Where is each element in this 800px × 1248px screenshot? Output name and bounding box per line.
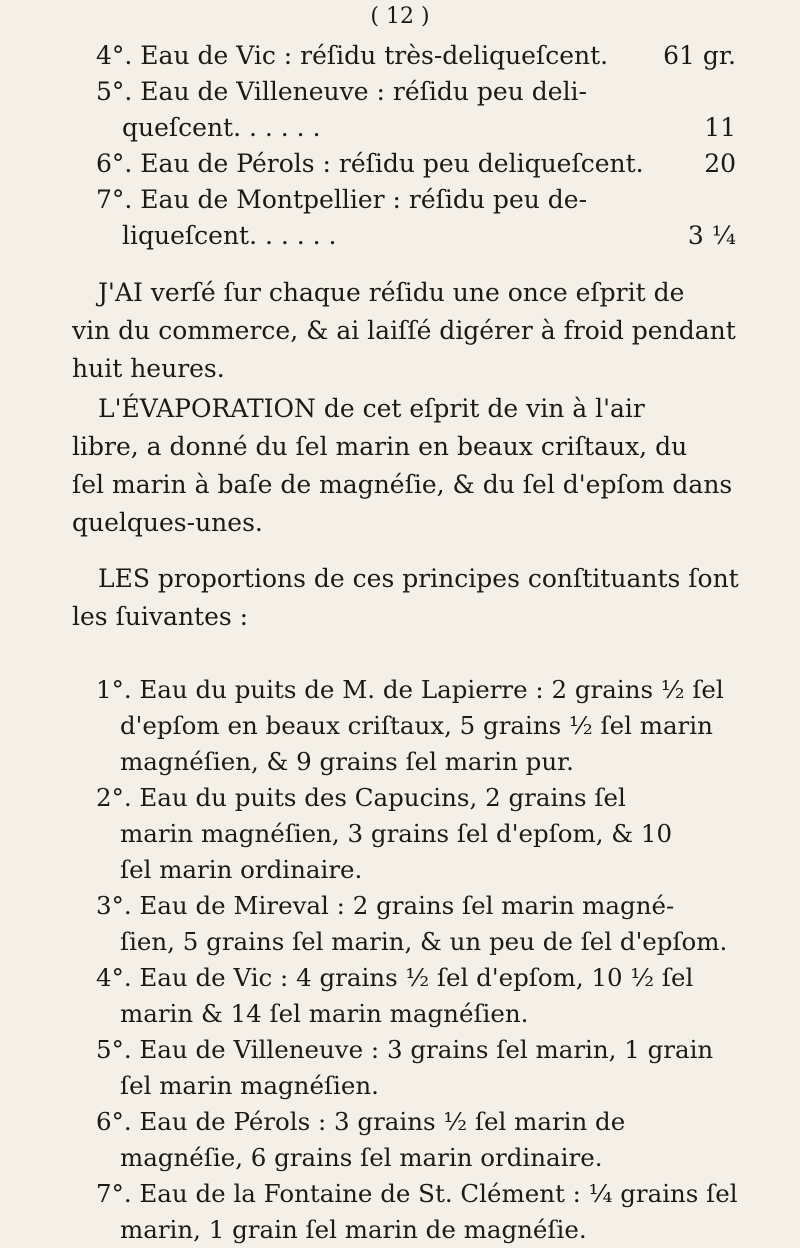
text-line: 5°. Eau de Villeneuve : 3 grains ſel marin, 1 grain — [96, 1035, 714, 1064]
text-line: ſel marin magnéſien. — [120, 1071, 379, 1100]
text-line: marin, 1 grain ſel marin de magnéſie. — [120, 1215, 587, 1244]
list-item — [96, 672, 732, 780]
list-item — [96, 780, 732, 888]
residue-entry — [96, 38, 736, 74]
list-item — [96, 1104, 732, 1176]
text-line: marin & 14 ſel marin magnéſien. — [120, 999, 529, 1028]
paragraph-proportions — [72, 560, 739, 636]
text-line: J'AI verſé ſur chaque réſidu une once eſprit de — [98, 278, 685, 307]
residue-value: 11 — [704, 113, 736, 142]
residue-value: 3 ¼ — [687, 221, 736, 250]
text-line: marin magnéſien, 3 grains ſel d'epſom, & 10 — [120, 819, 673, 848]
text-line: L'ÉVAPORATION de cet eſprit de vin à l'air — [98, 394, 645, 423]
proportions-list — [96, 672, 738, 1248]
text-line: ſien, 5 grains ſel marin, & un peu de ſel d'epſom. — [120, 927, 728, 956]
text-line: 6°. Eau de Pérols : 3 grains ½ ſel marin de — [96, 1107, 626, 1136]
text-line: ſel marin ordinaire. — [120, 855, 363, 884]
text-line: 3°. Eau de Mireval : 2 grains ſel marin magné- — [96, 891, 675, 920]
list-item — [96, 888, 732, 960]
text-line: d'epſom en beaux criſtaux, 5 grains ½ ſel marin — [120, 711, 713, 740]
text-line: ſel marin à baſe de magnéſie, & du ſel d'epſom dans — [72, 470, 733, 499]
text-line: 1°. Eau du puits de M. de Lapierre : 2 grains ½ ſel — [96, 675, 724, 704]
text-line: LES proportions de ces principes conſtituants ſont — [98, 564, 739, 593]
paragraph-evaporation — [72, 390, 733, 542]
residue-entry — [96, 182, 736, 254]
text-line: magnéſie, 6 grains ſel marin ordinaire. — [120, 1143, 603, 1172]
residue-line: 6°. Eau de Pérols : réſidu peu deliqueſcent. — [96, 149, 644, 178]
residue-value: 61 gr. — [663, 41, 736, 70]
text-line: les ſuivantes : — [72, 602, 249, 631]
list-item — [96, 960, 732, 1032]
text-line: 2°. Eau du puits des Capucins, 2 grains ſel — [96, 783, 626, 812]
paragraph-solvent — [72, 274, 736, 388]
residue-line-cont: queſcent. . . . . . — [122, 113, 321, 142]
list-item — [96, 1032, 732, 1104]
text-line: quelques-unes. — [72, 508, 263, 537]
residue-entry — [96, 146, 736, 182]
residue-line: 7°. Eau de Montpellier : réſidu peu de- — [96, 185, 588, 214]
text-line: 4°. Eau de Vic : 4 grains ½ ſel d'epſom, 10 ½ ſel — [96, 963, 694, 992]
text-line: libre, a donné du ſel marin en beaux criſtaux, du — [72, 432, 688, 461]
residue-line: 5°. Eau de Villeneuve : réſidu peu deli- — [96, 77, 588, 106]
residue-value: 20 — [704, 149, 736, 178]
text-line: vin du commerce, & ai laiſſé digérer à froid pendant — [72, 316, 736, 345]
page-number: ( 12 ) — [370, 4, 430, 29]
residue-line-cont: liqueſcent. . . . . . — [122, 221, 337, 250]
residue-line: 4°. Eau de Vic : réſidu très-deliqueſcent. — [96, 41, 609, 70]
text-line: 7°. Eau de la Fontaine de St. Clément : ¼ grains ſel — [96, 1179, 738, 1208]
residue-entry — [96, 74, 736, 146]
text-line: magnéſien, & 9 grains ſel marin pur. — [120, 747, 574, 776]
text-line: huit heures. — [72, 354, 225, 383]
list-item — [96, 1176, 738, 1248]
